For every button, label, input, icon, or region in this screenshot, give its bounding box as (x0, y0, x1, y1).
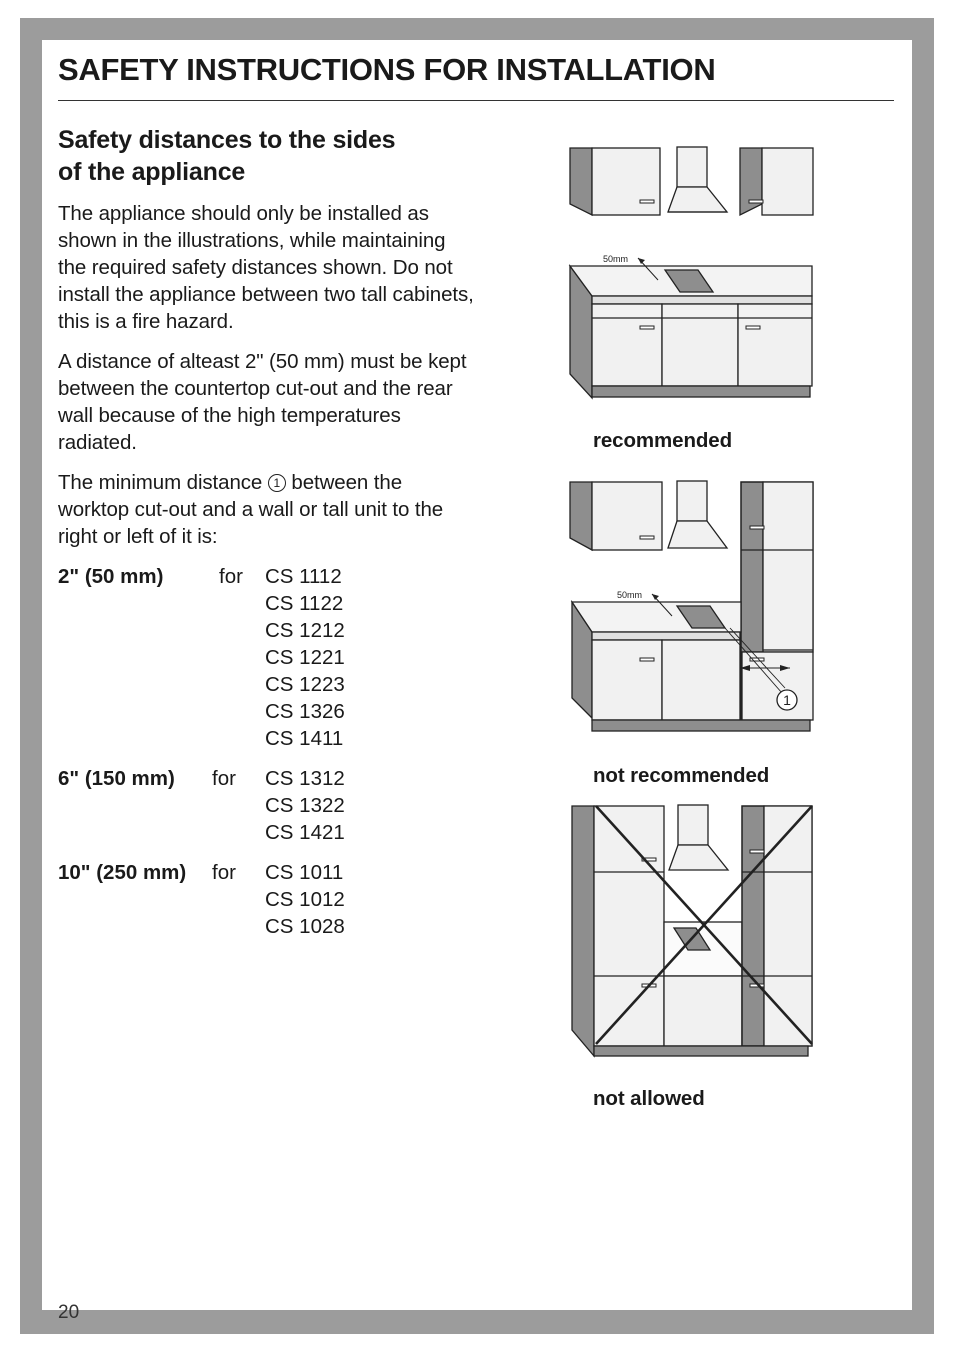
paragraph-min-distance-start: The minimum distance (58, 471, 268, 494)
not-allowed-illustration (560, 800, 830, 1065)
paragraph-min-distance (58, 469, 478, 550)
section-heading (58, 124, 478, 188)
model-item: CS 1112 (265, 565, 342, 588)
distance-group-50mm (58, 563, 478, 752)
paragraph-min-distance-end: between the worktop cut-out and a wall or tall unit to the right or left of it is: (58, 471, 444, 548)
for-word: for (219, 565, 243, 588)
model-item: CS 1028 (265, 915, 345, 938)
model-list (265, 859, 478, 940)
not-recommended-illustration (560, 478, 830, 738)
caption-not-recommended: not recommended (593, 764, 770, 787)
model-item: CS 1326 (265, 700, 345, 723)
paragraph-rear-wall: A distance of alteast 2" (50 mm) must be kept between the countertop cut-out and the rear wall because of the high temperatures radiated. (58, 350, 467, 454)
distance-label: 10" (250 mm) (58, 861, 187, 884)
distance-label: 2" (50 mm) (58, 565, 164, 588)
callout-1-number: 1 (783, 692, 791, 708)
callout-1-icon: 1 (268, 474, 286, 492)
model-item: CS 1011 (265, 861, 344, 884)
page-title: SAFETY INSTRUCTIONS FOR INSTALLATION (58, 52, 716, 87)
model-list (265, 563, 478, 752)
model-item: CS 1421 (265, 821, 345, 844)
for-word: for (212, 861, 236, 884)
caption-not-allowed: not allowed (593, 1087, 705, 1110)
model-list (265, 765, 478, 846)
page-number: 20 (58, 1302, 80, 1323)
model-item: CS 1223 (265, 673, 345, 696)
title-rule (58, 100, 894, 101)
distance-group-150mm (58, 765, 478, 846)
model-item: CS 1322 (265, 794, 345, 817)
section-heading-line2: of the appliance (58, 158, 246, 186)
base-cabinets-illustration (560, 250, 830, 405)
distance-group-250mm (58, 859, 478, 940)
section-heading-line1: Safety distances to the sides (58, 126, 396, 154)
model-item: CS 1212 (265, 619, 345, 642)
model-item: CS 1012 (265, 888, 345, 911)
caption-recommended: recommended (593, 429, 733, 452)
model-item: CS 1221 (265, 646, 345, 669)
text-column (58, 124, 478, 953)
model-item: CS 1122 (265, 592, 344, 615)
model-item: CS 1411 (265, 727, 344, 750)
measure-label-50mm: 50mm (617, 590, 643, 600)
model-item: CS 1312 (265, 767, 345, 790)
paragraph-installation: The appliance should only be installed as shown in the illustrations, while maintaining the required safety distances shown. Do not install the appliance between two tall cabinets, this is a fire hazard. (58, 202, 474, 333)
wall-cabinets-illustration (560, 140, 830, 225)
distance-label: 6" (150 mm) (58, 767, 175, 790)
for-word: for (212, 767, 236, 790)
measure-label-50mm: 50mm (603, 254, 629, 264)
